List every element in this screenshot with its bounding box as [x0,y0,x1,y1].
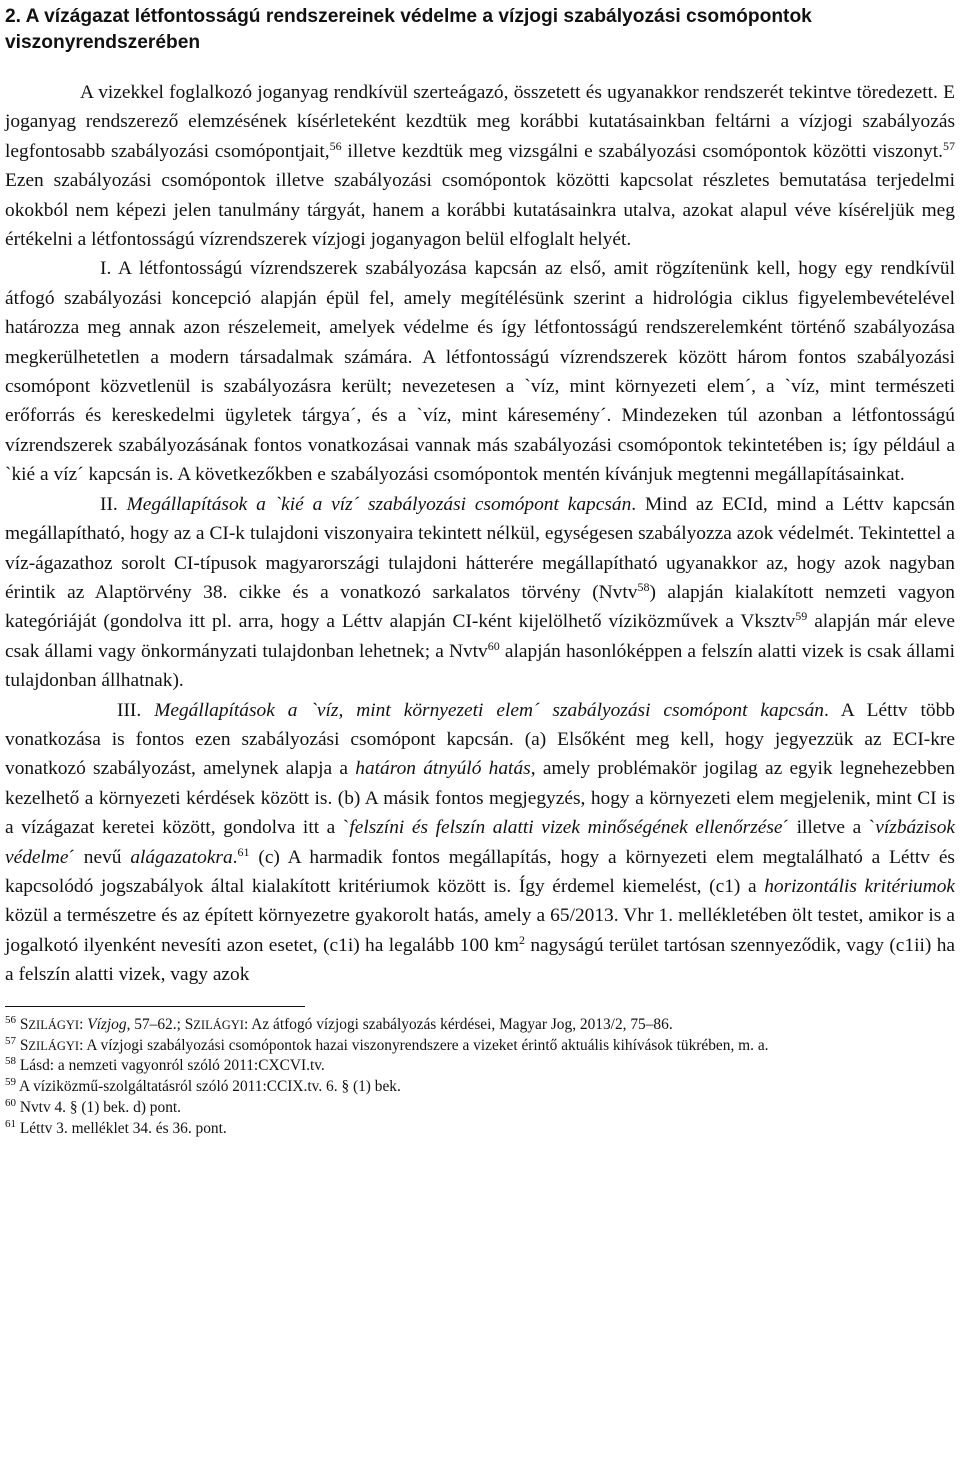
footnote-ref-61[interactable]: 61 [237,844,250,859]
heading-line-2: viszonyrendszerében [5,32,201,53]
body-text [5,78,955,990]
footnotes [5,1015,955,1140]
footnote-59: $^{59}$ A víziközmű-szolgáltatásról szóló 2011:CCIX.tv. 6. § (1) bek. [5,1076,401,1096]
paragraph-iii-title: Megállapítások a `víz, mint környezeti elem´ szabályozási csomópont kapcsán [154,699,824,721]
footnote-ref-60[interactable]: 60 [487,638,500,653]
document-page [5,0,955,1140]
paragraph-ii: II. Megállapítások a `kié a víz´ szabályozási csomópont kapcsán. Mind az ECId, mind a Léttv kapcsán megállapítható, hogy az a CI-k tulajdoni viszonyaira tekintett nélkül, egységesen szabályozza azok védelmét. Tekintettel a víz-ágazathoz sorolt CI-típusok magyarországi tulajdoni hátterére megállapítható ugyanakkor az, hogy azok nagyban érintik az Alaptörvény 38. cikke és a vonatkozó sarkalatos törvény (Nvtv$^{58}$) alapján kialakított nemzeti vagyon kategóriáját (gondolva itt pl. arra, hogy a Léttv alapján CI-ként kijelölhető víziközművek a Vksztv$^{59}$ alapján már eleve csak állami vagy önkormányzati tulajdonban lehetnek; a Nvtv$^{60}$ alapján hasonlóképpen a felszín alatti vizek is csak állami tulajdonban állhatnak). [5,493,956,692]
footnote-56: $^{56}$ SZILÁGYI: Vízjog, 57–62.; SZILÁGYI: Az átfogó vízjogi szabályozás kérdései, Magyar Jog, 2013/2, 75–86. [5,1013,673,1033]
paragraph-iii: III. Megállapítások a `víz, mint környezeti elem´ szabályozási csomópont kapcsán. A Léttv több vonatkozása is fontos ezen szabályozási csomópont kapcsán. (a) Elsőként meg kell, hogy jegyezzük az ECI-kre vonatkozó szabályozást, amelynek alapja a határon átnyúló hatás, amely problémakör jogilag az egyik legnehezebben kezelhető a környezeti kérdések között is. (b) A másik fontos megjegyzés, hogy a környezeti elem megjelenik, mint CI is a vízágazat keretei között, gondolva itt a `felszíni és felszín alatti vizek minőségének ellenőrzése´ illetve a `vízbázisok védelme´ nevű alágazatokra.$^{61}$ (c) A harmadik fontos megállapítás, hogy a környezeti elem megtalálható a Léttv és kapcsolódó jogszabályok által kialakított kritériumok között is. Így érdemel kiemelést, (c1) a horizontális kritériumok közül a természetre és az épített környezetre gyakorolt hatás, amely a 65/2013. Vhr 1. mellékletében ölt testet, amikor is a jogalkotó ilyenként nevesíti azon esetet, (c1i) ha legalább 100 $km^2$ nagyságú terület tartósan szennyeződik, vagy (c1ii) ha a felszín alatti vizek, vagy azok [5,699,956,986]
footnote-divider [5,1006,305,1007]
footnote-ref-57[interactable]: 57 [943,138,955,153]
footnote-58: $^{58}$ Lásd: a nemzeti vagyonról szóló 2011:CXCVI.tv. [5,1055,325,1075]
heading-line-1: 2. A vízágazat létfontosságú rendszereinek védelme a vízjogi szabályozási csomópontok [5,6,812,27]
paragraph-i: I. A létfontosságú vízrendszerek szabályozása kapcsán az első, amit rögzítenünk kell, hogy egy rendkívül átfogó szabályozási koncepció alapján épül fel, amely megítélésünk szerint a hidrológia ciklus figyelembevételével határozza meg annak azon részelemeit, amelyek védelme és így létfontosságú rendszerelemként történő szabályozása megkerülhetetlen a modern társadalmak számára. A létfontosságú vízrendszerek között három fontos szabályozási csomópont közvetlenül is szabályozásra került; nevezetesen a `víz, mint környezeti elem´, a `víz, mint természeti erőforrás és kereskedelmi ügyletek tárgya´, és a `víz, mint káresemény´. Mindezeken túl azonban a létfontosságú vízrendszerek szabályozásának fontos vonatkozásai vannak más szabályozási csomópontok tekintetében is; így például a `kié a víz´ kapcsán is. A következőkben e szabályozási csomópontok mentén kívánjuk megtenni megállapításainkat. [5,258,955,486]
paragraph-ii-title: Megállapítások a `kié a víz´ szabályozási csomópont kapcsán [126,493,632,515]
footnote-57: $^{57}$ SZILÁGYI: A vízjogi szabályozási csomópontok hazai viszonyrendszere a vizeket érintő aktuális kihívások tükrében, m. a. [5,1034,769,1054]
footnote-ref-56[interactable]: 56 [329,138,342,153]
footnote-60: $^{60}$ Nvtv 4. § (1) bek. d) pont. [5,1097,182,1117]
footnote-61: $^{61}$ Léttv 3. melléklet 34. és 36. pont. [5,1118,227,1138]
section-heading [5,0,955,56]
footnote-ref-59[interactable]: 59 [795,609,808,624]
paragraph-intro: A vizekkel foglalkozó joganyag rendkívül szerteágazó, összetett és ugyanakkor rendszerét tekintve töredezett. E joganyag rendszerező elemzésének kísérleteként kezdtük meg korábbi kutatásainkban feltárni a vízjogi szabályozás legfontosabb szabályozási csomópontjait,$^{56}$ illetve kezdtük meg vizsgálni e szabályozási csomópontok közötti viszonyt.$^{57}$ Ezen szabályozási csomópontok illetve szabályozási csomópontok közötti kapcsolat részletes bemutatása terjedelmi okokból nem képezi jelen tanulmány tárgyát, hanem a korábbi kutatásainkra utalva, azokat alapul véve kíséreljük meg értékelni a létfontosságú vízrendszerek vízjogi joganyagon belül elfoglalt helyét. [5,82,955,251]
footnote-ref-58[interactable]: 58 [637,579,650,594]
